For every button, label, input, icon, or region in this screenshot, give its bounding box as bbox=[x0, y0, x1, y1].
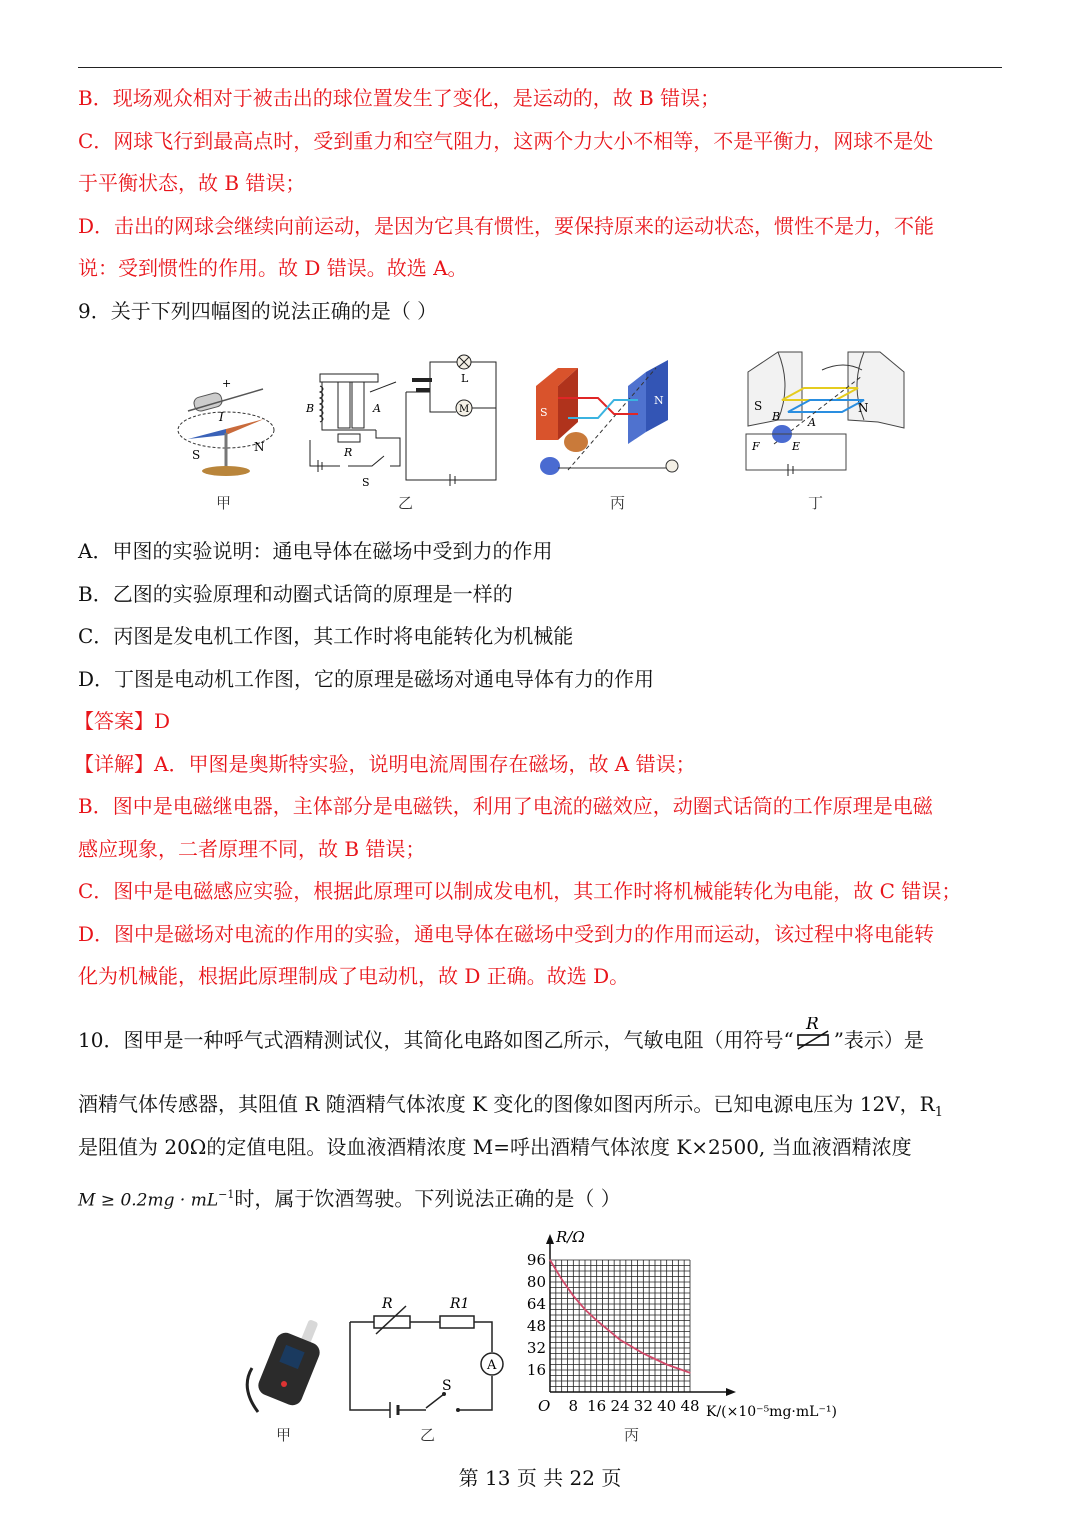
series-point bbox=[666, 1364, 667, 1365]
y-tick-label: 96 bbox=[526, 1251, 546, 1269]
series-point bbox=[561, 1279, 562, 1280]
q10-line4 bbox=[78, 1181, 621, 1215]
header-rule bbox=[78, 67, 1002, 68]
q9-option-a: A．甲图的实验说明：通电导体在磁场中受到力的作用 bbox=[78, 539, 553, 563]
yi-label-l: L bbox=[461, 372, 469, 385]
q9-figure-ding bbox=[738, 350, 908, 480]
q9-option-d: D．丁图是电动机工作图，它的原理是磁场对通电导体有力的作用 bbox=[78, 667, 655, 691]
y-tick-label: 64 bbox=[526, 1295, 546, 1313]
circuit-label-s: S bbox=[442, 1378, 452, 1394]
ding-label-s: S bbox=[754, 399, 763, 413]
series-point bbox=[608, 1330, 609, 1331]
q9-caption-ding: 丁 bbox=[808, 494, 824, 512]
x-tick-label: 24 bbox=[610, 1397, 630, 1415]
q9-figure-jia bbox=[168, 375, 288, 485]
y-tick-labels bbox=[527, 1251, 546, 1379]
y-tick-label: 32 bbox=[526, 1339, 546, 1357]
x-tick-labels bbox=[569, 1397, 700, 1415]
jia-label-s: S bbox=[192, 448, 201, 462]
detail-a-text: A．甲图是奥斯特实验，说明电流周围存在磁场，故 A 错误； bbox=[154, 752, 696, 776]
series-point bbox=[678, 1368, 679, 1369]
q10-line1-a: 10．图甲是一种呼气式酒精测试仪，其简化电路如图乙所示，气敏电阻（用符号“ bbox=[78, 1028, 794, 1052]
series-point bbox=[573, 1295, 574, 1296]
x-tick-label: 32 bbox=[633, 1397, 653, 1415]
x-tick-label: 48 bbox=[680, 1397, 700, 1415]
q10-circuit-diagram bbox=[342, 1290, 512, 1420]
page-footer: 第 13 页 共 22 页 bbox=[458, 1466, 622, 1490]
q10-line4-math: M ≥ 0.2mg · mL bbox=[78, 1190, 219, 1211]
series-point bbox=[549, 1259, 550, 1260]
series-point bbox=[643, 1353, 644, 1354]
y-axis-label: R/Ω bbox=[556, 1228, 585, 1246]
q10-caption-jia: 甲 bbox=[276, 1426, 292, 1444]
q9-caption-yi: 乙 bbox=[398, 494, 414, 512]
y-tick-label: 16 bbox=[526, 1361, 546, 1379]
y-tick-label: 48 bbox=[526, 1317, 546, 1335]
bing-label-n: N bbox=[654, 394, 664, 407]
detail-tag: 【详解】 bbox=[74, 752, 154, 776]
q10-breathalyzer-image bbox=[238, 1318, 328, 1418]
ding-label-n: N bbox=[858, 401, 869, 415]
jia-label-i: I bbox=[219, 410, 224, 424]
q9-figure-bing bbox=[528, 360, 688, 488]
ding-label-f: F bbox=[752, 440, 760, 453]
series-point bbox=[584, 1309, 585, 1310]
q10-line3: 是阻值为 20Ω的定值电阻。设血液酒精浓度 M=呼出酒精气体浓度 K×2500, 当血液酒精浓度 bbox=[78, 1135, 912, 1159]
q10-line2-text: 酒精气体传感器，其阻值 R 随酒精气体浓度 K 变化的图像如图丙所示。已知电源电压为 12V，R bbox=[78, 1092, 935, 1116]
yi-label-m: M bbox=[459, 404, 470, 415]
ding-label-a: A bbox=[808, 416, 816, 429]
x-tick-label: 40 bbox=[657, 1397, 677, 1415]
circuit-label-r1: R1 bbox=[450, 1296, 470, 1312]
q10-line2 bbox=[78, 1090, 943, 1127]
q9-detail-d-line1: D．图中是磁场对电流的作用的实验，通电导体在磁场中受到力的作用而运动，该过程中将电能转 bbox=[78, 922, 935, 946]
q10-line2-sub: 1 bbox=[934, 1105, 944, 1120]
series-point bbox=[654, 1358, 655, 1359]
yi-label-s: S bbox=[362, 476, 370, 489]
q10-line4-sup: −1 bbox=[218, 1188, 235, 1201]
series-point bbox=[631, 1346, 632, 1347]
circuit-label-r: R bbox=[382, 1296, 393, 1312]
x-tick-label: 16 bbox=[587, 1397, 607, 1415]
q10-resistance-chart bbox=[518, 1228, 860, 1424]
explanation-b: B．现场观众相对于被击出的球位置发生了变化，是运动的，故 B 错误； bbox=[78, 86, 721, 110]
q9-detail-a bbox=[74, 750, 696, 778]
jia-label-plus: + bbox=[222, 377, 232, 390]
x-axis-label: K/(×10⁻⁵mg·mL⁻¹) bbox=[706, 1404, 837, 1420]
q9-detail-c: C．图中是电磁感应实验，根据此原理可以制成发电机，其工作时将机械能转化为电能，故 C 错误； bbox=[78, 879, 962, 903]
x-tick-label: 8 bbox=[568, 1397, 579, 1415]
symbol-label: R bbox=[805, 1016, 819, 1034]
q9-detail-b-line1: B．图中是电磁继电器，主体部分是电磁铁，利用了电流的磁效应，动圈式话筒的工作原理是电磁 bbox=[78, 794, 933, 818]
yi-label-b: B bbox=[306, 402, 315, 415]
explanation-d-line1: D．击出的网球会继续向前运动，是因为它具有惯性，要保持原来的运动状态，惯性不是力，不能 bbox=[78, 214, 935, 238]
answer-value: D bbox=[154, 709, 171, 733]
q9-figure-yi bbox=[300, 352, 505, 492]
q9-detail-b-line2: 感应现象，二者原理不同，故 B 错误； bbox=[78, 837, 426, 861]
yi-label-r: R bbox=[344, 446, 353, 459]
series-point bbox=[619, 1339, 620, 1340]
circuit-label-a: A bbox=[487, 1358, 497, 1373]
series-point bbox=[596, 1320, 597, 1321]
q10-caption-bing: 丙 bbox=[624, 1426, 640, 1444]
q10-line1-b: ”表示）是 bbox=[833, 1028, 924, 1052]
series-point bbox=[689, 1372, 690, 1373]
explanation-c-line2: 于平衡状态，故 B 错误； bbox=[78, 171, 306, 195]
origin-label: O bbox=[538, 1397, 551, 1415]
bing-label-s: S bbox=[540, 406, 548, 419]
q9-detail-d-line2: 化为机械能，根据此原理制成了电动机，故 D 正确。故选 D。 bbox=[78, 964, 630, 988]
chart-grid bbox=[550, 1260, 690, 1392]
explanation-c-line1: C．网球飞行到最高点时，受到重力和空气阻力，这两个力大小不相等，不是平衡力，网球不是处 bbox=[78, 129, 934, 153]
yi-label-a: A bbox=[373, 402, 381, 415]
q9-option-c: C．丙图是发电机工作图，其工作时将电能转化为机械能 bbox=[78, 624, 574, 648]
jia-label-n: N bbox=[254, 440, 265, 454]
q10-line4-text: 时，属于饮酒驾驶。下列说法正确的是（ ） bbox=[234, 1186, 621, 1211]
explanation-d-line2: 说：受到惯性的作用。故 D 错误。故选 A。 bbox=[78, 256, 468, 280]
y-tick-label: 80 bbox=[526, 1273, 546, 1291]
q10-line1 bbox=[78, 1016, 924, 1054]
y-axis-arrow bbox=[546, 1234, 554, 1244]
answer-tag: 【答案】 bbox=[74, 709, 154, 733]
q9-caption-jia: 甲 bbox=[216, 494, 232, 512]
x-axis-arrow bbox=[726, 1388, 736, 1396]
ding-label-b: B bbox=[772, 410, 781, 423]
q9-answer bbox=[74, 707, 170, 735]
q9-stem: 9．关于下列四幅图的说法正确的是（ ） bbox=[78, 299, 438, 323]
q9-caption-bing: 丙 bbox=[610, 494, 626, 512]
q10-caption-yi: 乙 bbox=[420, 1426, 436, 1444]
variable-resistor-symbol-icon bbox=[794, 1017, 834, 1053]
ding-label-e: E bbox=[792, 440, 801, 453]
q9-option-b: B．乙图的实验原理和动圈式话筒的原理是一样的 bbox=[78, 582, 513, 606]
